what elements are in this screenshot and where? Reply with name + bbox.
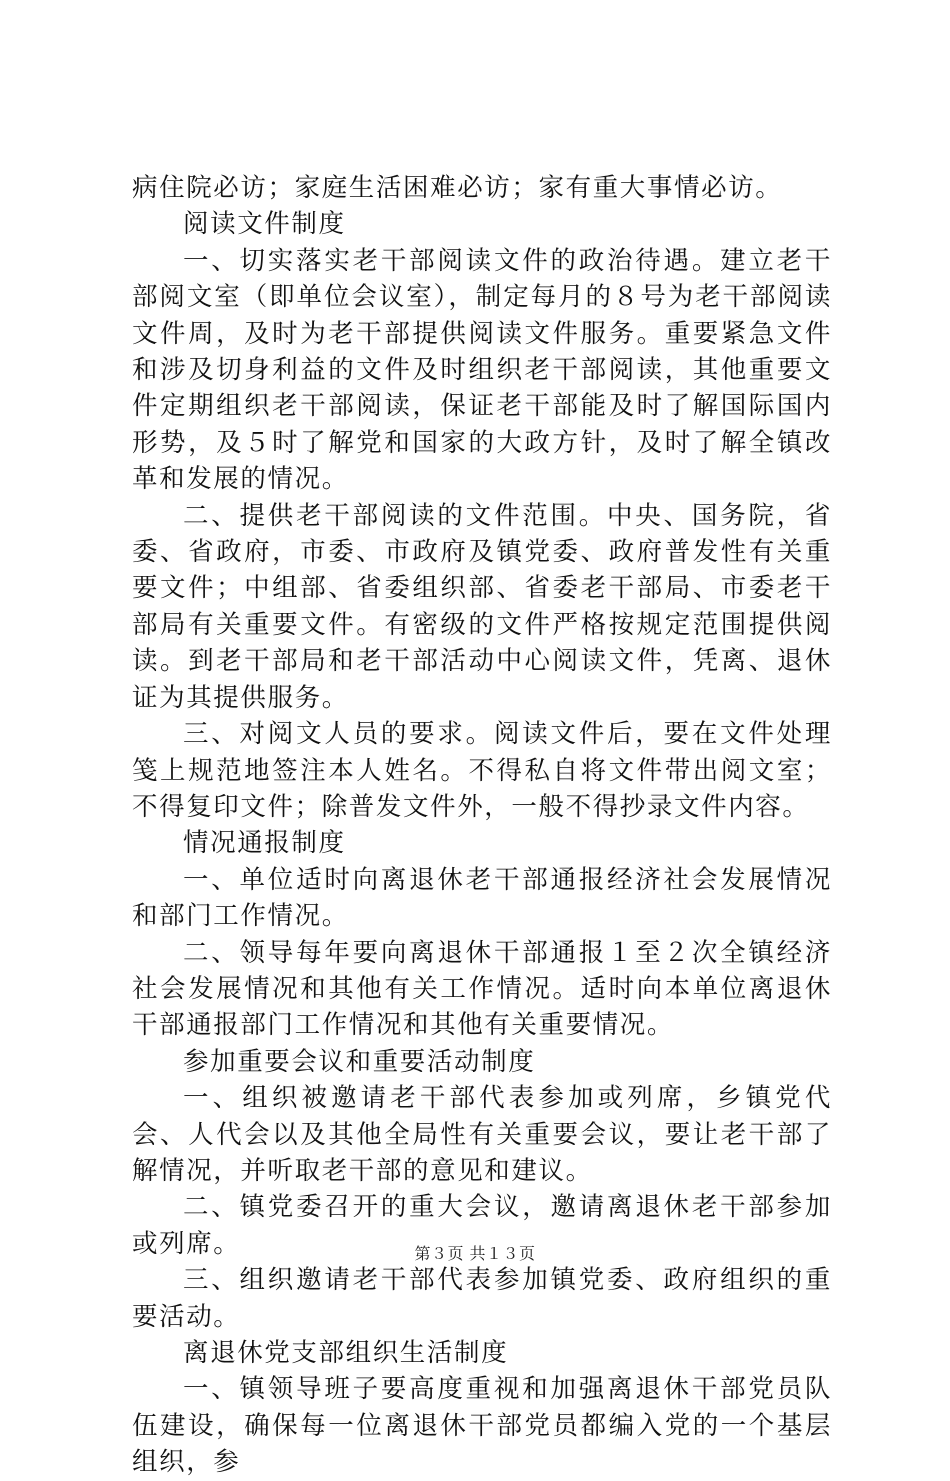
paragraph: 三、组织邀请老干部代表参加镇党委、政府组织的重要活动。 <box>132 1265 832 1332</box>
section-heading: 离退休党支部组织生活制度 <box>183 1338 509 1368</box>
paragraph: 一、镇领导班子要高度重视和加强离退休干部党员队伍建设，确保每一位离退休干部党员都编入党的一个基层组织，参 <box>132 1374 832 1478</box>
paragraph: 二、领导每年要向离退休干部通报１至２次全镇经济社会发展情况和其他有关工作情况。适时向本单位离退休干部通报部门工作情况和其他有关重要情况。 <box>132 937 832 1041</box>
paragraph: 一、组织被邀请老干部代表参加或列席，乡镇党代会、人代会以及其他全局性有关重要会议，要让老干部了解情况，并听取老干部的意见和建议。 <box>132 1083 832 1186</box>
paragraph: 一、单位适时向离退休老干部通报经济社会发展情况和部门工作情况。 <box>132 864 832 932</box>
paragraph: 二、镇党委召开的重大会议，邀请离退休老干部参加或列席。 <box>132 1192 832 1259</box>
paragraph: 三、对阅文人员的要求。阅读文件后，要在文件处理笺上规范地签注本人姓名。不得私自将文件带出阅文室；不得复印文件；除普发文件外，一般不得抄录文件内容。 <box>132 719 832 822</box>
page-number-footer: 第３页 共１３页 <box>414 1244 536 1263</box>
paragraph: 一、切实落实老干部阅读文件的政治待遇。建立老干部阅文室（即单位会议室），制定每月的８号为老干部阅读文件周，及时为老干部提供阅读文件服务。重要紧急文件和涉及切身利益的文件及时组织老干部阅读，其他重要文件定期组织老干部阅读，保证老干部能及时了解国际国内形势，及５时了解党和国家的大政方针，及时了解全镇改革和发展的情况。 <box>132 245 832 495</box>
paragraph: 病住院必访；家庭生活困难必访；家有重大事情必访。 <box>132 173 783 203</box>
section-heading: 情况通报制度 <box>183 828 346 859</box>
paragraph: 二、提供老干部阅读的文件范围。中央、国务院，省委、省政府，市委、市政府及镇党委、政府普发性有关重要文件；中组部、省委组织部、省委老干部局、市委老干部局有关重要文件。有密级的文件严格按规定范围提供阅读。到老干部局和老干部活动中心阅读文件，凭离、退休证为其提供服务。 <box>132 500 832 713</box>
section-heading: 阅读文件制度 <box>183 209 346 240</box>
document-body <box>132 170 832 1481</box>
section-heading: 参加重要会议和重要活动制度 <box>183 1046 536 1077</box>
